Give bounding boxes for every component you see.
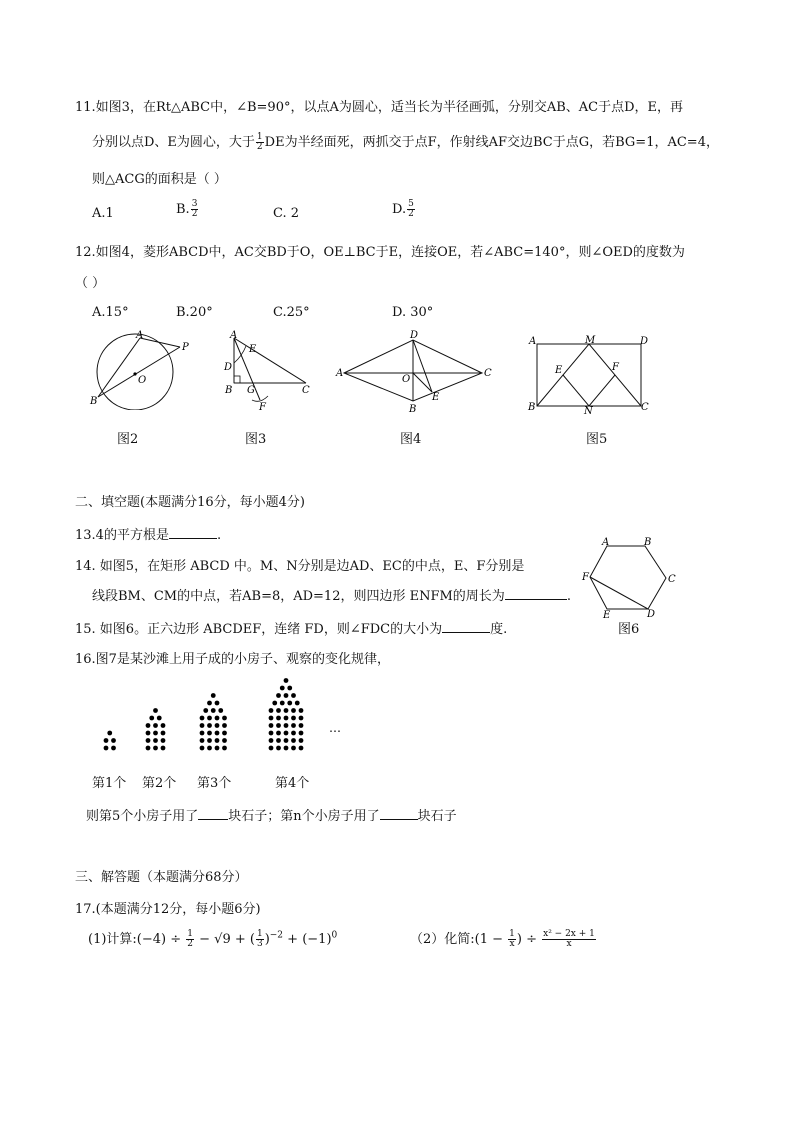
q16-pebble-houses (96, 672, 376, 760)
house-4-body-pebble (284, 731, 289, 736)
q12-option-d[interactable]: D. 30° (392, 305, 434, 320)
house-4-body-pebble (284, 723, 289, 728)
house-2-body-pebble (161, 738, 166, 743)
house-4-body-pebble (299, 708, 304, 713)
fig6-caption: 图6 (618, 622, 640, 637)
q11-line3: 则△ACG的面积是（ ） (92, 172, 227, 187)
house-4-body-pebble (291, 723, 296, 728)
house-3-roof-pebble (215, 701, 220, 706)
house-2-body-pebble (146, 723, 151, 728)
house-4-roof-pebble (276, 693, 281, 698)
house-4-body-pebble (284, 708, 289, 713)
fig5-label-d: D (640, 336, 649, 347)
q13: 13.4的平方根是 . (75, 528, 222, 543)
house-4-body-pebble (284, 738, 289, 743)
fig4-label-c: C (484, 368, 492, 379)
fig2-label-o: O (138, 375, 147, 386)
house-1-body-pebble (104, 738, 109, 743)
house-3-body-pebble (215, 746, 220, 751)
house-2-body-pebble (161, 731, 166, 736)
q13-answer-blank[interactable] (169, 526, 217, 539)
house-3-body-pebble (207, 746, 212, 751)
fig4-label-o: O (402, 374, 411, 385)
fig5-label-c: C (641, 402, 649, 413)
q11-option-b[interactable]: B. $\frac{3}{2}$ (176, 199, 198, 219)
q17-title: 17.(本题满分12分，每小题6分) (75, 902, 261, 917)
house-4-body-pebble (291, 708, 296, 713)
house-4-roof-pebble (284, 693, 289, 698)
house-4-body-pebble (276, 738, 281, 743)
fig6-hexagon (590, 546, 666, 609)
house-3-body-pebble (215, 716, 220, 721)
q11-line1: 11.如图3，在Rt△ABC中，∠B=90°，以点A为圆心，适当长为半径画弧，分别交AB、AC于点D，E，再 (75, 100, 684, 115)
house-2-roof-pebble (157, 716, 162, 721)
house-3-roof-pebble (218, 708, 223, 713)
fig4-label-e: E (432, 392, 440, 403)
house-3-body-pebble (207, 731, 212, 736)
fig2-caption: 图2 (117, 432, 139, 447)
fig3-label-f: F (259, 402, 266, 413)
q14-answer-blank[interactable] (505, 587, 567, 600)
q15: 15. 如图6。正六边形 ABCDEF，连绪 FD，则∠FDC的大小为 度. (75, 622, 508, 637)
section-3-title: 三、解答题（本题满分68分） (75, 870, 248, 885)
q12-line2: （ ） (75, 276, 106, 291)
fig5-caption: 图5 (586, 432, 608, 447)
fig3-caption: 图3 (245, 432, 267, 447)
q16-answer: 则第5个小房子用了 块石子；第n个小房子用了 块石子 (86, 809, 457, 824)
house-3-body-pebble (222, 746, 227, 751)
fig4-segment-oe (413, 373, 432, 392)
fig5-rectangle (537, 344, 641, 406)
house-4-body-pebble (299, 716, 304, 721)
house-3-roof-pebble (211, 708, 216, 713)
house-4-body-pebble (299, 746, 304, 751)
q11-line2-a: 分别以点D、E为圆心，大于 (92, 135, 255, 150)
house-1-body-pebble (104, 746, 109, 751)
house-4-body-pebble (291, 746, 296, 751)
q11-option-d[interactable]: D. $\frac{5}{2}$ (392, 199, 414, 219)
house-1-roof-pebble (107, 731, 112, 736)
house-3-body-pebble (215, 731, 220, 736)
fig3-right-angle (234, 376, 240, 383)
fig5-label-m: M (585, 335, 596, 346)
house-4-body-pebble (299, 738, 304, 743)
q11-option-c[interactable]: C. 2 (273, 206, 300, 221)
house-4-roof-pebble (280, 686, 285, 691)
house-2-body-pebble (153, 731, 158, 736)
fig2-label-a: A (136, 330, 144, 341)
q14-line1: 14. 如图5，在矩形 ABCD 中。M、N分别是边AD、EC的中点，E、F分别是 (75, 559, 525, 574)
q14-line2: 线段BM、CM的中点，若AB=8，AD=12，则四边形 ENFM的周长为 . (92, 589, 571, 604)
house-4-roof-pebble (280, 701, 285, 706)
fig5-en-nf (563, 375, 615, 406)
q12-option-c[interactable]: C.25° (273, 305, 310, 320)
fig6-label-c: C (668, 574, 676, 585)
fig3-label-g: G (247, 385, 255, 396)
house-4-body-pebble (284, 716, 289, 721)
fig4-label-b: B (409, 404, 417, 415)
house-3-body-pebble (222, 738, 227, 743)
house-2-body-pebble (161, 746, 166, 751)
house-4-body-pebble (269, 716, 274, 721)
house-3-roof-pebble (203, 708, 208, 713)
house-4-body-pebble (276, 731, 281, 736)
house-4-body-pebble (291, 716, 296, 721)
figure-5 (524, 330, 654, 415)
house-2-body-pebble (153, 738, 158, 743)
house-3-roof-pebble (207, 701, 212, 706)
fig3-arc-f (252, 396, 268, 401)
house-2-body-pebble (146, 738, 151, 743)
figure-2 (88, 330, 198, 410)
house-3-body-pebble (200, 716, 205, 721)
fig5-label-e: E (555, 365, 563, 376)
fig6-label-f: F (582, 572, 589, 583)
q16-caption-3: 第3个 (197, 776, 232, 791)
house-3-body-pebble (200, 738, 205, 743)
q12-option-b[interactable]: B.20° (176, 305, 213, 320)
house-3-body-pebble (200, 731, 205, 736)
fig6-label-e: E (603, 610, 611, 618)
fig4-label-d: D (410, 330, 419, 341)
house-2-roof-pebble (149, 716, 154, 721)
fig6-label-a: A (602, 537, 610, 548)
fig6-label-d: D (647, 609, 656, 618)
house-1-body-pebble (111, 738, 116, 743)
house-3-body-pebble (222, 716, 227, 721)
fig2-line-ap (140, 338, 180, 347)
house-4-body-pebble (299, 723, 304, 728)
q11-half-fraction: $\frac{1}{2}$ (256, 132, 263, 152)
house-4-body-pebble (276, 746, 281, 751)
house-2-body-pebble (146, 746, 151, 751)
house-4-body-pebble (276, 716, 281, 721)
fig5-label-f: F (612, 362, 619, 373)
q16-caption-4: 第4个 (275, 776, 310, 791)
house-2-body-pebble (146, 731, 151, 736)
fig5-label-n: N (584, 406, 593, 415)
fig2-center-dot (133, 372, 136, 375)
house-2-body-pebble (153, 746, 158, 751)
house-2-body-pebble (161, 723, 166, 728)
figure-3 (222, 330, 314, 415)
q11-line2-b: DE为半经面死，两抓交于点F，作射线AF交边BC于点G，若BG=1，AC=4， (264, 135, 719, 150)
fig3-label-d: D (224, 362, 233, 373)
house-3-body-pebble (222, 731, 227, 736)
q17-part1: (1)计算:(−4) ÷ $\frac{1}{2}$ − √9 + ( $\frac{1}{3}$ )$^{-2} + (-1)^0$ (88, 929, 338, 949)
fig3-side-ac (234, 338, 306, 383)
q15-answer-blank[interactable] (442, 620, 490, 633)
house-3-roof-pebble (211, 693, 216, 698)
house-4-body-pebble (291, 731, 296, 736)
house-4-roof-pebble (284, 678, 289, 683)
q16-caption-2: 第2个 (142, 776, 177, 791)
house-4-body-pebble (269, 723, 274, 728)
house-4-body-pebble (299, 731, 304, 736)
q16-caption-1: 第1个 (92, 776, 127, 791)
fig2-line-ba (98, 338, 140, 397)
fig3-label-b: B (225, 385, 233, 396)
fig6-label-b: B (644, 537, 652, 548)
fig4-label-a: A (336, 368, 344, 379)
q12-line1: 12.如图4，菱形ABCD中，AC交BD于O，OE⊥BC于E，连接OE，若∠ABC=140°，则∠OED的度数为 (75, 245, 685, 260)
fig5-label-b: B (528, 402, 536, 413)
pebble-house-group (104, 678, 304, 750)
house-2-roof-pebble (153, 708, 158, 713)
house-4-body-pebble (276, 708, 281, 713)
q11-option-a[interactable]: A.1 (92, 206, 114, 221)
fig5-bm-mc (537, 344, 641, 406)
house-3-body-pebble (207, 738, 212, 743)
house-4-body-pebble (269, 738, 274, 743)
fig2-label-b: B (90, 396, 98, 407)
q16-answer-blank-1[interactable] (198, 807, 228, 820)
fig3-arc-de (234, 346, 246, 363)
house-3-body-pebble (200, 723, 205, 728)
house-4-body-pebble (276, 723, 281, 728)
fig2-line-bp (98, 347, 180, 397)
house-4-roof-pebble (295, 701, 300, 706)
house-3-body-pebble (222, 723, 227, 728)
fig5-label-a: A (529, 336, 537, 347)
house-2-body-pebble (153, 723, 158, 728)
q16-line1: 16.图7是某沙滩上用子成的小房子、观察的变化规律， (75, 652, 390, 667)
q11-line2 (92, 131, 719, 152)
q16-answer-blank-2[interactable] (380, 807, 418, 820)
house-4-body-pebble (269, 746, 274, 751)
house-3-body-pebble (207, 723, 212, 728)
section-2-title: 二、填空题(本题满分16分，每小题4分) (75, 495, 305, 510)
house-4-roof-pebble (287, 686, 292, 691)
house-4-roof-pebble (291, 693, 296, 698)
house-4-body-pebble (269, 708, 274, 713)
fig3-label-c: C (302, 385, 310, 396)
q16-ellipsis: … (329, 721, 341, 735)
house-4-roof-pebble (287, 701, 292, 706)
q12-option-a[interactable]: A.15° (92, 305, 129, 320)
figure-6 (580, 536, 680, 618)
figure-4 (334, 330, 494, 415)
house-3-body-pebble (207, 716, 212, 721)
house-3-body-pebble (215, 723, 220, 728)
house-4-body-pebble (284, 746, 289, 751)
house-3-body-pebble (200, 746, 205, 751)
fig2-label-p: P (182, 342, 189, 353)
house-1-body-pebble (111, 746, 116, 751)
house-4-body-pebble (269, 731, 274, 736)
house-4-body-pebble (291, 738, 296, 743)
q17-part2: （2）化简:(1 − $\frac{1}{x}$ ) ÷ $\frac{\text{x² − 2x + 1}}{x}$ (410, 929, 595, 949)
house-3-body-pebble (215, 738, 220, 743)
house-4-roof-pebble (272, 701, 277, 706)
fig4-caption: 图4 (400, 432, 422, 447)
fig3-label-a: A (230, 330, 238, 341)
fig3-label-e: E (249, 344, 257, 355)
